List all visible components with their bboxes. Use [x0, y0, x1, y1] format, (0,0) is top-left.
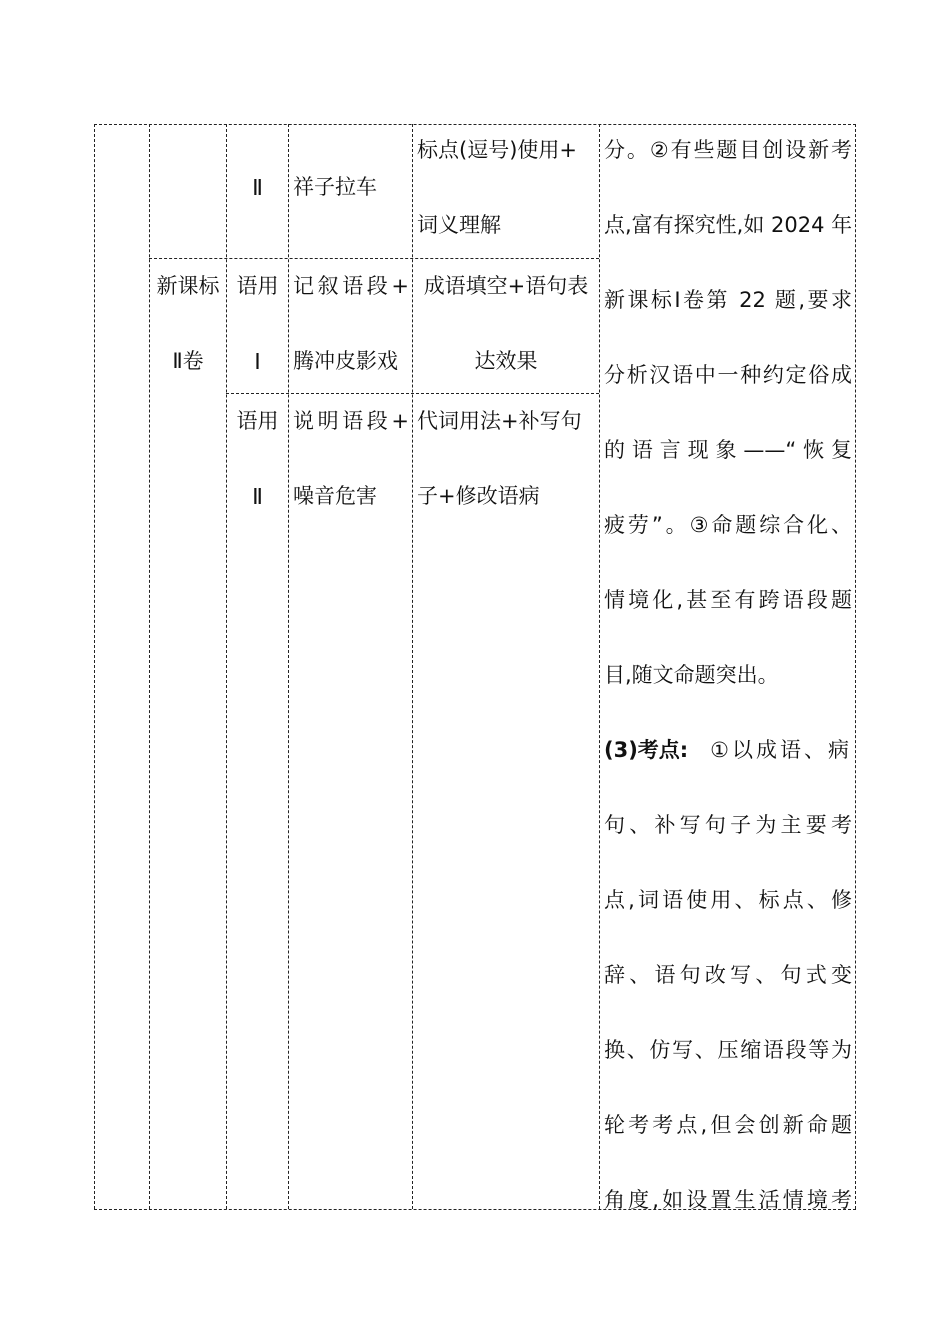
kaodian-line — [604, 713, 852, 788]
row2-section-line1: 语用 — [236, 274, 279, 298]
row3-section — [227, 384, 288, 534]
analysis-line: 目,随文命题突出。 — [604, 663, 779, 687]
row2-question-type — [413, 249, 599, 399]
kaodian-text-line: 辞、语句改写、句式变 — [604, 963, 852, 987]
table-right-border — [855, 124, 856, 1209]
row1-question-type-line2: 词义理解 — [417, 213, 501, 237]
row2-material — [293, 249, 409, 399]
row2-section — [227, 249, 288, 399]
row3-question-type-line1: 代词用法+补写句 — [417, 409, 582, 433]
row1-question-type — [417, 113, 597, 263]
row2-question-type-line1: 成语填空+语句表 — [423, 274, 589, 298]
col6-left-border — [599, 124, 600, 1209]
row2-paper-name — [150, 249, 226, 399]
kaodian-first-text: ①以成语、病 — [710, 738, 852, 762]
kaodian-text-line: 轮考考点,但会创新命题 — [604, 1113, 852, 1137]
kaodian-text-line: 点,词语使用、标点、修 — [604, 888, 852, 912]
kaodian-text-line: 句、补写句子为主要考 — [604, 813, 852, 837]
analysis-line: 情境化,甚至有跨语段题 — [604, 588, 852, 612]
analysis-line: 分析汉语中一种约定俗成 — [604, 363, 852, 387]
row2-material-line1: 记叙语段+ — [293, 274, 409, 298]
col1-left-border — [94, 124, 95, 1209]
row2-material-line2: 腾冲皮影戏 — [293, 349, 398, 373]
kaodian-label: (3)考点: — [604, 738, 689, 762]
row1-paper-number: Ⅱ — [252, 175, 263, 200]
analysis-line: 的语言现象——“恢复 — [604, 438, 852, 462]
row1-material: 祥子拉车 — [293, 175, 377, 199]
row3-section-line2: Ⅱ — [252, 484, 263, 509]
row3-material-line2: 噪音危害 — [293, 484, 377, 508]
row2-paper-name-line1: 新课标 — [156, 274, 220, 298]
kaodian-text-line: 角度,如设置生活情境考 — [604, 1188, 852, 1212]
row3-material — [293, 384, 409, 534]
row2-section-line2: Ⅰ — [254, 349, 261, 374]
analysis-column — [604, 113, 852, 1238]
analysis-line: 分。②有些题目创设新考 — [604, 138, 852, 162]
kaodian-text-line: 换、仿写、压缩语段等为 — [604, 1038, 852, 1062]
row3-question-type — [417, 384, 597, 534]
row3-question-type-line2: 子+修改语病 — [417, 484, 540, 508]
analysis-line: 疲劳”。③命题综合化、 — [604, 513, 852, 537]
row1-question-type-line1: 标点(逗号)使用+ — [417, 138, 577, 162]
analysis-line: 新课标Ⅰ卷第 22 题,要求 — [604, 288, 852, 312]
row2-question-type-line2: 达效果 — [474, 349, 538, 373]
row2-paper-name-line2: Ⅱ卷 — [172, 349, 204, 373]
row3-section-line1: 语用 — [236, 409, 279, 433]
col4-left-border — [288, 124, 289, 1209]
row3-material-line1: 说明语段+ — [293, 409, 409, 433]
analysis-line: 点,富有探究性,如 2024 年 — [604, 213, 853, 237]
